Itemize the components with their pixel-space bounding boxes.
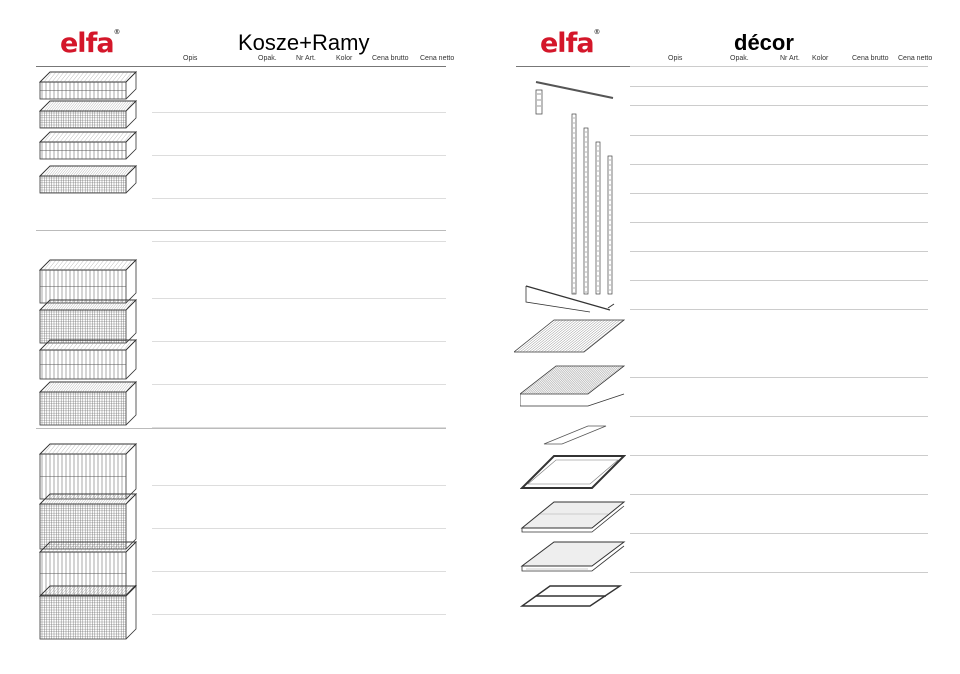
column-header: Nr Art. (296, 55, 316, 62)
section-divider (36, 230, 446, 231)
row-divider (630, 416, 928, 417)
page-title: décor (734, 30, 794, 55)
row-divider (152, 485, 446, 486)
bracket-image (520, 282, 620, 321)
page-title: Kosze+Ramy (238, 30, 370, 55)
row-divider (152, 241, 446, 242)
row-divider (152, 112, 446, 113)
elfa-logo: elfa® (60, 28, 120, 59)
row-divider (630, 105, 928, 106)
row-divider (630, 193, 928, 194)
shelf-basket-image (520, 364, 626, 413)
row-divider (630, 309, 928, 310)
mesh-basket-image (38, 584, 138, 647)
row-divider (630, 533, 928, 534)
row-divider (152, 427, 446, 428)
column-header: Opis (668, 55, 683, 62)
column-header: Cena netto (420, 55, 455, 62)
vertical-standard-image (566, 104, 626, 304)
mesh-basket-image (38, 164, 138, 201)
divider-image (540, 420, 610, 453)
wire-shelf-image (514, 318, 626, 359)
row-divider (630, 494, 928, 495)
column-header: Nr Art. (780, 55, 800, 62)
row-divider (152, 528, 446, 529)
row-divider (630, 86, 928, 87)
column-header: Opak. (258, 55, 277, 62)
column-header: Cena brutto (852, 55, 889, 62)
row-divider (152, 384, 446, 385)
hanger-image (520, 582, 626, 617)
row-divider (630, 377, 928, 378)
column-header: Cena netto (898, 55, 933, 62)
elfa-logo: elfa® (540, 28, 600, 59)
column-header: Opis (183, 55, 198, 62)
wire-basket-image (38, 130, 138, 167)
row-divider (630, 164, 928, 165)
right-page (480, 0, 960, 674)
row-divider (152, 298, 446, 299)
sliding-shelf-image (520, 538, 626, 579)
row-divider (152, 198, 446, 199)
column-header: Cena brutto (372, 55, 409, 62)
row-divider (152, 571, 446, 572)
row-divider (630, 251, 928, 252)
row-divider (630, 66, 928, 67)
row-divider (630, 572, 928, 573)
column-header: Opak. (730, 55, 749, 62)
row-divider (630, 222, 928, 223)
column-header: Kolor (336, 55, 353, 62)
row-divider (152, 614, 446, 615)
row-divider (630, 135, 928, 136)
row-divider (630, 455, 928, 456)
row-divider (152, 341, 446, 342)
row-divider (630, 280, 928, 281)
column-header: Kolor (812, 55, 829, 62)
header-divider (36, 66, 446, 67)
wooden-shelf-image (520, 498, 626, 539)
basket-frame-image (520, 452, 626, 497)
row-divider (152, 155, 446, 156)
mesh-basket-image (38, 380, 138, 433)
